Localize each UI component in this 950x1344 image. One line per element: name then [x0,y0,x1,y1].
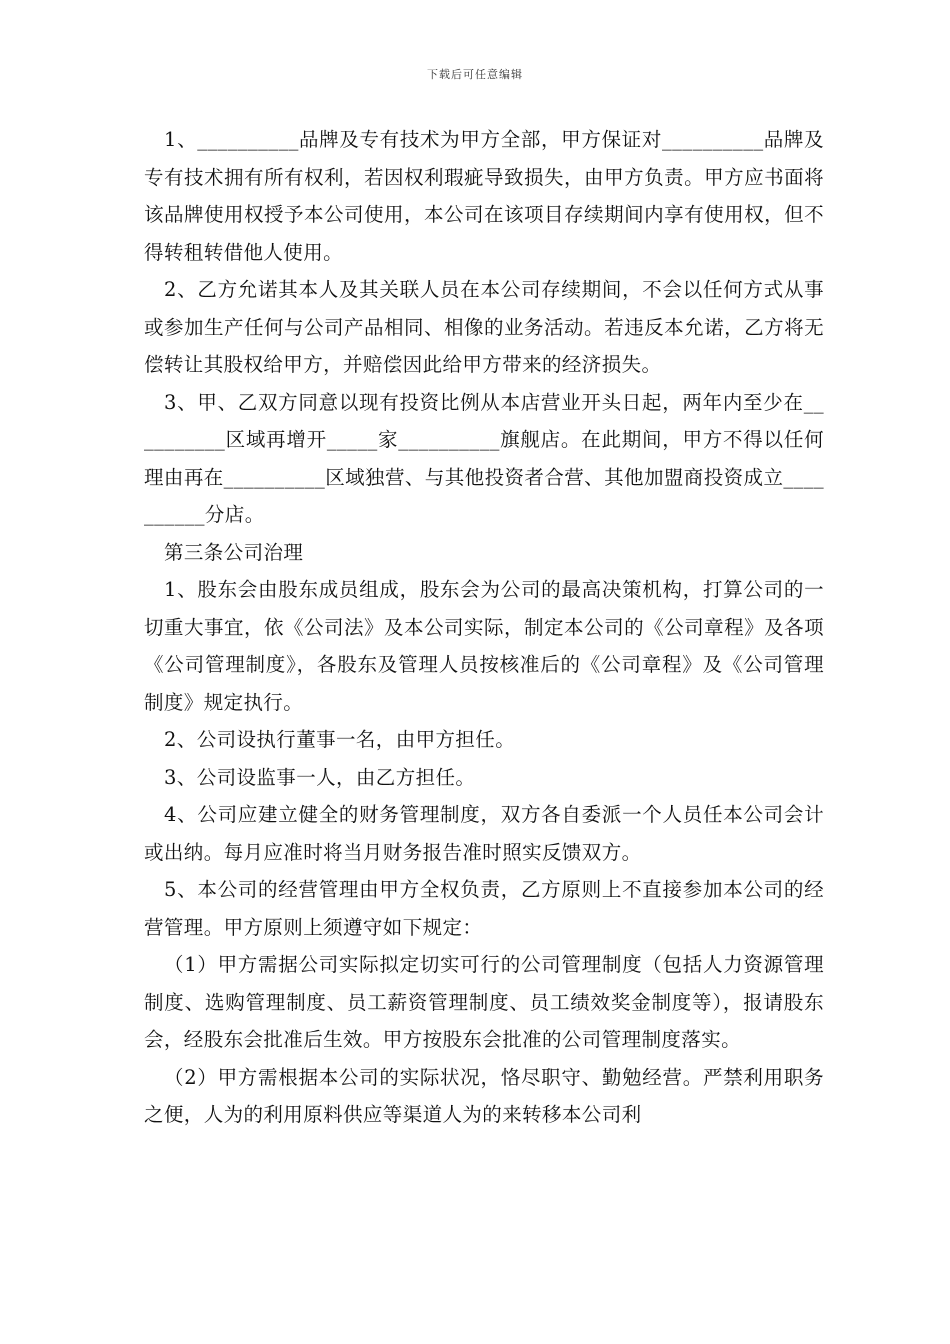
paragraph-brand-rights: 1、__________品牌及专有技术为甲方全部，甲方保证对__________品牌及专有技术拥有所有权利，若因权利瑕疵导致损失，由甲方负责。甲方应书面将该品牌使用权授予本公司使用，本公司在该项目存续期间内享有使用权，但不得转租转借他人使用。 [144,128,824,264]
paragraph-rule-2: （2）甲方需根据本公司的实际状况，恪尽职守、勤勉经营。严禁利用职务之便，人为的利用原料供应等渠道人为的来转移本公司利 [144,1065,824,1126]
paragraph-management: 5、本公司的经营管理由甲方全权负责，乙方原则上不直接参加本公司的经营管理。甲方原则上须遵守如下规定： [144,878,824,939]
paragraph-financial-system: 4、公司应建立健全的财务管理制度，双方各自委派一个人员任本公司会计或出纳。每月应准时将当月财务报告准时照实反馈双方。 [144,803,824,864]
paragraph-executive-director: 2、公司设执行董事一名，由甲方担任。 [164,728,516,751]
paragraph-non-compete: 2、乙方允诺其本人及其关联人员在本公司存续期间，不会以任何方式从事或参加生产任何与公司产品相同、相像的业务活动。若违反本允诺，乙方将无偿转让其股权给甲方，并赔偿因此给甲方带来的经济损失。 [144,278,824,376]
section-heading-governance: 第三条公司治理 [164,540,304,564]
document-body [144,121,824,1134]
paragraph-rule-1: （1）甲方需据公司实际拟定切实可行的公司管理制度（包括人力资源管理制度、选购管理制度、员工薪资管理制度、员工绩效奖金制度等），报请股东会，经股东会批准后生效。甲方按股东会批准的公司管理制度落实。 [144,953,824,1051]
paragraph-store-expansion: 3、甲、乙双方同意以现有投资比例从本店营业开头日起，两年内至少在__________区域再增开_____家__________旗舰店。在此期间，甲方不得以任何理由再在__________区域独营、与其他投资者合营、其他加盟商投资成立__________分店。 [144,390,824,526]
page-header: 下载后可任意编辑 [427,68,523,81]
paragraph-supervisor: 3、公司设监事一人，由乙方担任。 [164,765,476,789]
paragraph-shareholders-meeting: 1、股东会由股东成员组成，股东会为公司的最高决策机构，打算公司的一切重大事宜，依《公司法》及本公司实际，制定本公司的《公司章程》及各项《公司管理制度》，各股东及管理人员按核准后的《公司章程》及《公司管理制度》规定执行。 [144,578,824,714]
